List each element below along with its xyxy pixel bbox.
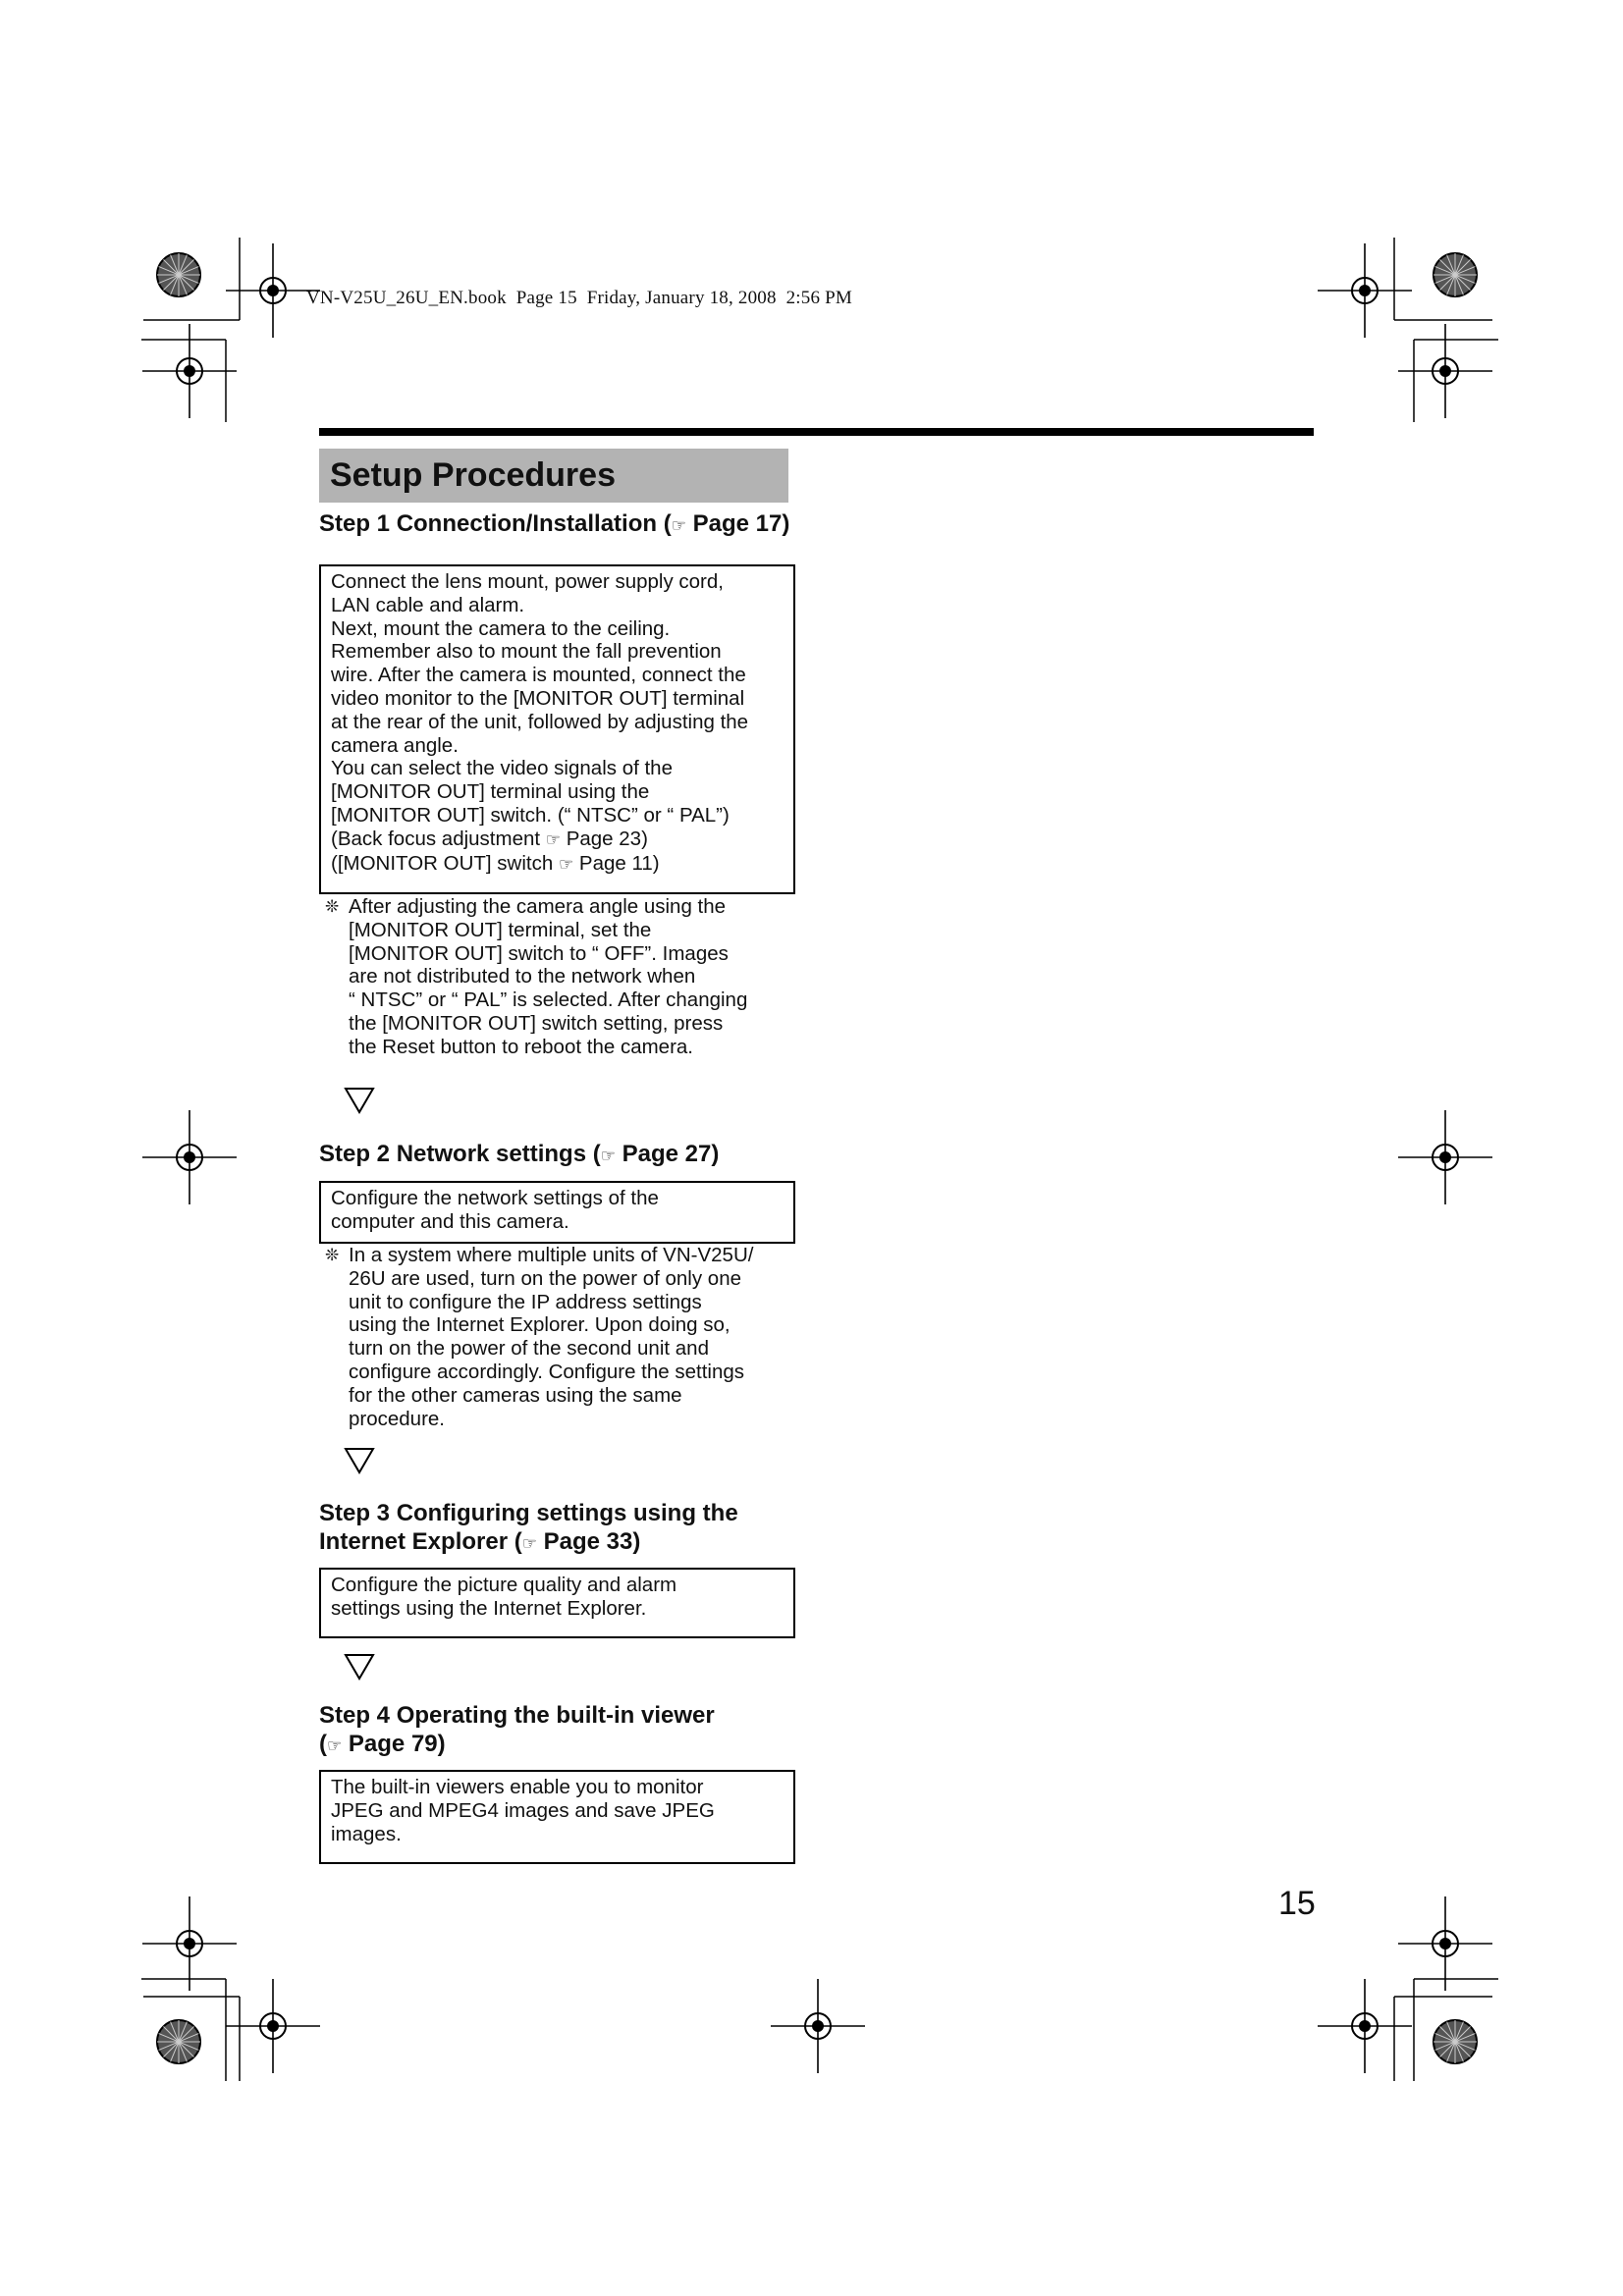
step-2-note bbox=[319, 1244, 839, 1430]
down-triangle-icon bbox=[344, 1447, 375, 1474]
step-2-heading: Step 2 Network settings (☞ Page 27) bbox=[319, 1141, 720, 1167]
book-info-line: VN-V25U_26U_EN.book Page 15 Friday, January 18, 2008 2:56 PM bbox=[306, 288, 852, 308]
page-reference-hand-icon: ☞ bbox=[600, 1147, 616, 1165]
step-2-description-box bbox=[319, 1181, 795, 1244]
step-1-heading: Step 1 Connection/Installation (☞ Page 17) bbox=[319, 510, 790, 537]
note-line: 26U are used, turn on the power of only one bbox=[349, 1266, 742, 1290]
down-triangle-icon bbox=[344, 1653, 375, 1681]
note-line: unit to configure the IP address settings bbox=[349, 1290, 702, 1313]
box-line: [MONITOR OUT] switch. (“ NTSC” or “ PAL”) bbox=[331, 803, 730, 827]
box-line: computer and this camera. bbox=[331, 1209, 569, 1233]
box-ref-line: ([MONITOR OUT] switch ☞ Page 11) bbox=[331, 851, 660, 875]
note-line: the Reset button to reboot the camera. bbox=[349, 1035, 693, 1058]
down-triangle-icon bbox=[344, 1087, 375, 1114]
page-reference-hand-icon: ☞ bbox=[671, 516, 686, 535]
step-3-heading: Step 3 Configuring settings using the Internet Explorer (☞ Page 33) bbox=[319, 1500, 738, 1555]
box-line: Configure the picture quality and alarm bbox=[331, 1574, 677, 1596]
box-line: Remember also to mount the fall prevention bbox=[331, 640, 722, 664]
step-1-description-box bbox=[319, 564, 795, 894]
note-line: [MONITOR OUT] terminal, set the bbox=[349, 918, 652, 941]
box-line: video monitor to the [MONITOR OUT] terminal bbox=[331, 686, 745, 710]
section-title: Setup Procedures bbox=[330, 456, 616, 494]
box-line: wire. After the camera is mounted, connect the bbox=[331, 664, 746, 687]
note-line: are not distributed to the network when bbox=[349, 965, 696, 988]
box-line: at the rear of the unit, followed by adjusting the bbox=[331, 710, 749, 733]
step-4-heading: Step 4 Operating the built-in viewer (☞ Page 79) bbox=[319, 1702, 715, 1757]
box-line: The built-in viewers enable you to monitor bbox=[331, 1776, 704, 1798]
note-line: turn on the power of the second unit and bbox=[349, 1337, 709, 1361]
note-line: After adjusting the camera angle using the bbox=[349, 895, 727, 918]
note-line: configure accordingly. Configure the settings bbox=[349, 1360, 745, 1383]
box-line: images. bbox=[331, 1822, 402, 1845]
box-line: You can select the video signals of the bbox=[331, 757, 673, 780]
page-reference-hand-icon: ☞ bbox=[558, 854, 574, 874]
note-line: for the other cameras using the same bbox=[349, 1383, 682, 1407]
box-line: Next, mount the camera to the ceiling. bbox=[331, 616, 671, 640]
note-asterisk-icon: ❊ bbox=[325, 1246, 340, 1264]
page-reference-hand-icon: ☞ bbox=[545, 829, 562, 849]
box-line: settings using the Internet Explorer. bbox=[331, 1596, 647, 1620]
step-1-note bbox=[319, 895, 839, 1059]
box-line: Connect the lens mount, power supply cord, bbox=[331, 570, 724, 593]
page-reference-hand-icon: ☞ bbox=[327, 1736, 343, 1755]
note-asterisk-icon: ❊ bbox=[325, 897, 340, 916]
note-line: [MONITOR OUT] switch to “ OFF”. Images bbox=[349, 941, 729, 965]
note-line: the [MONITOR OUT] switch setting, press bbox=[349, 1011, 724, 1035]
note-line: procedure. bbox=[349, 1407, 446, 1430]
note-line: In a system where multiple units of VN-V25U/ bbox=[349, 1244, 754, 1266]
note-line: using the Internet Explorer. Upon doing so, bbox=[349, 1313, 730, 1337]
step-3-description-box bbox=[319, 1568, 795, 1638]
box-line: camera angle. bbox=[331, 733, 459, 757]
box-ref-line: (Back focus adjustment ☞ Page 23) bbox=[331, 827, 648, 850]
box-line: Configure the network settings of the bbox=[331, 1187, 659, 1209]
page-reference-hand-icon: ☞ bbox=[521, 1534, 537, 1553]
box-line: JPEG and MPEG4 images and save JPEG bbox=[331, 1798, 715, 1822]
section-top-rule bbox=[319, 428, 1314, 436]
page-number: 15 bbox=[1278, 1885, 1316, 1922]
box-line: LAN cable and alarm. bbox=[331, 593, 525, 616]
step-4-description-box bbox=[319, 1770, 795, 1864]
note-line: “ NTSC” or “ PAL” is selected. After changing bbox=[349, 988, 748, 1012]
box-line: [MONITOR OUT] terminal using the bbox=[331, 780, 650, 804]
